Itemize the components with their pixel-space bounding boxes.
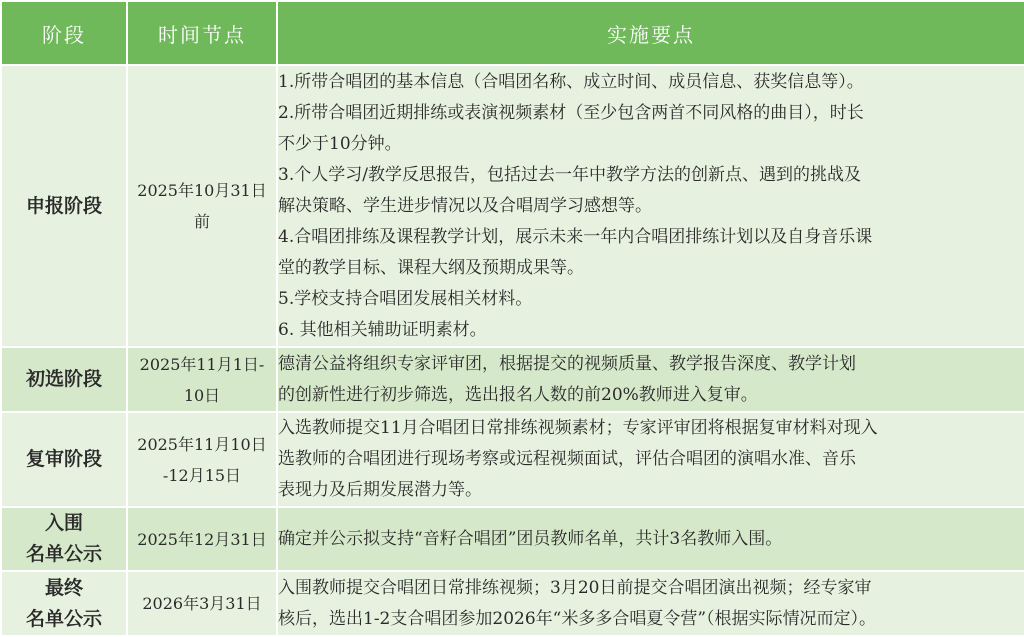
content-line: 3.个人学习/教学反思报告，包括过去一年中教学方法的创新点、遇到的挑战及 (278, 164, 861, 185)
header-stage: 阶段 (1, 1, 127, 65)
time-label: 2025年12月31日 (137, 529, 267, 549)
row-review (1, 412, 1024, 507)
stage-label: 入围 (44, 512, 83, 534)
time-label: 10日 (183, 385, 221, 405)
content-line: 堂的教学目标、课程大纲及预期成果等。 (278, 257, 584, 278)
stage-cell (1, 347, 127, 412)
time-cell (127, 571, 277, 636)
time-cell (127, 347, 277, 412)
content-line: 入选教师提交11月合唱团日常排练视频素材；专家评审团将根据复审材料对现入 (278, 418, 878, 438)
content-cell (277, 507, 1024, 571)
content-line: 6. 其他相关辅助证明素材。 (278, 319, 487, 340)
stage-cell (1, 65, 127, 347)
time-label: 2026年3月31日 (142, 594, 262, 613)
stage-label: 初选阶段 (25, 368, 102, 390)
time-label: -12月15日 (162, 465, 242, 485)
header-row (1, 1, 1024, 65)
content-line: 不少于10分钟。 (278, 133, 402, 154)
content-cell (277, 412, 1024, 507)
content-line: 解决策略、学生进步情况以及合唱周学习感想等。 (278, 195, 652, 216)
header-content: 实施要点 (277, 1, 1024, 65)
header-time: 时间节点 (127, 1, 277, 65)
row-shortlist (1, 507, 1024, 571)
stage-label: 最终 (44, 576, 83, 599)
content-cell (277, 571, 1024, 636)
stage-label: 申报阶段 (25, 194, 102, 217)
content-line: 2.所带合唱团近期排练或表演视频素材（至少包含两首不同风格的曲目），时长 (278, 102, 864, 123)
time-cell (127, 65, 277, 347)
content-line: 选教师的合唱团进行现场考察或远程视频面试，评估合唱团的演唱水准、音乐 (278, 449, 856, 469)
time-label: 2025年11月1日- (139, 354, 265, 374)
stage-cell (1, 507, 127, 571)
time-label: 2025年11月10日 (137, 434, 267, 454)
row-final (1, 571, 1024, 636)
content-line: 5.学校支持合唱团发展相关材料。 (278, 288, 533, 309)
time-label: 前 (193, 212, 210, 231)
stage-cell (1, 412, 127, 507)
row-application (1, 65, 1024, 347)
row-preliminary (1, 347, 1024, 412)
content-line: 核后，选出1-2支合唱团参加2026年“米多多合唱夏令营”（根据实际情况而定）。 (278, 608, 877, 629)
content-line: 入围教师提交合唱团日常排练视频；3月20日前提交合唱团演出视频；经专家审 (278, 577, 872, 598)
content-cell (277, 65, 1024, 347)
content-cell (277, 347, 1024, 412)
stage-label: 复审阶段 (25, 448, 102, 470)
time-cell (127, 507, 277, 571)
content-line: 1.所带合唱团的基本信息（合唱团名称、成立时间、成员信息、获奖信息等）。 (278, 71, 864, 92)
content-line: 4.合唱团排练及课程教学计划，展示未来一年内合唱团排练计划以及自身音乐课 (278, 226, 873, 247)
content-line: 的创新性进行初步筛选，选出报名人数的前20%教师进入复审。 (278, 384, 758, 405)
time-label: 2025年10月31日 (137, 181, 267, 200)
stage-cell (1, 571, 127, 636)
stage-label: 名单公示 (25, 543, 102, 565)
stage-label: 名单公示 (25, 607, 102, 630)
time-cell (127, 412, 277, 507)
content-line: 德清公益将组织专家评审团，根据提交的视频质量、教学报告深度、教学计划 (278, 353, 856, 374)
content-line: 确定并公示拟支持“音籽合唱团”团员教师名单，共计3名教师入围。 (278, 528, 783, 549)
content-line: 表现力及后期发展潜力等。 (278, 480, 482, 500)
